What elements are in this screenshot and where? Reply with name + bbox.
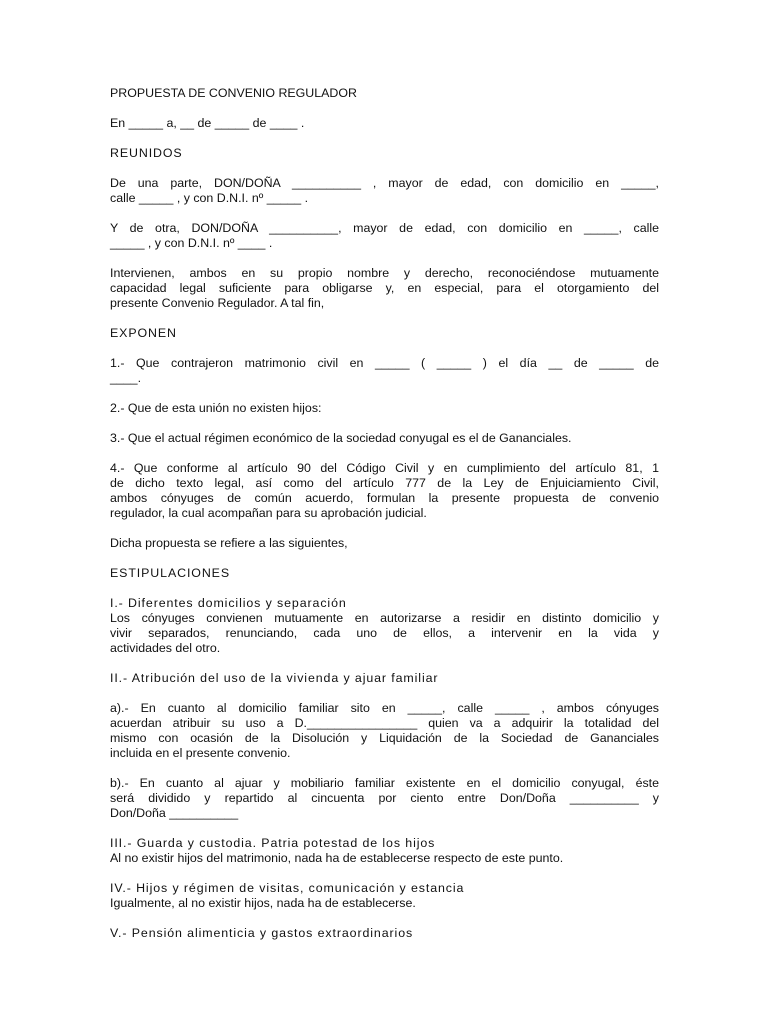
intervienen-paragraph <box>110 266 659 311</box>
paragraph-line: a).- En cuanto al domicilio familiar sito en _____, calle _____ , ambos cónyuges <box>110 701 659 715</box>
paragraph-line: Los cónyuges convienen mutuamente en autorizarse a residir en distinto domicilio y <box>110 611 659 625</box>
paragraph-line: Igualmente, al no existir hijos, nada ha de establecerse. <box>110 896 416 910</box>
parte-2-paragraph <box>110 221 659 251</box>
exponen-item-3: 3.- Que el actual régimen económico de la sociedad conyugal es el de Gananciales. <box>110 431 572 445</box>
exponen-heading: EXPONEN <box>110 326 177 340</box>
paragraph-line: ____. <box>110 371 142 385</box>
exponen-item-2: 2.- Que de esta unión no existen hijos: <box>110 401 322 415</box>
estipulaciones-heading: ESTIPULACIONES <box>110 566 231 580</box>
exponen-item-1 <box>110 356 659 386</box>
paragraph-line: Intervienen, ambos en su propio nombre y derecho, reconociéndose mutuamente <box>110 266 659 280</box>
estipulacion-heading: I.- Diferentes domicilios y separación <box>110 596 347 610</box>
estipulacion-1 <box>110 596 659 656</box>
parte-1-paragraph <box>110 176 659 206</box>
paragraph-line: actividades del otro. <box>110 641 221 655</box>
exponen-item-4 <box>110 461 659 521</box>
paragraph-line: _____ , y con D.N.I. nº ____ . <box>110 236 273 250</box>
paragraph-line: De una parte, DON/DOÑA __________ , mayor de edad, con domicilio en _____, <box>110 176 659 190</box>
date-line: En _____ a, __ de _____ de ____ . <box>110 116 305 130</box>
paragraph-line: 1.- Que contrajeron matrimonio civil en _____ ( _____ ) el día __ de _____ de <box>110 356 659 370</box>
estipulacion-4 <box>110 881 659 911</box>
paragraph-line: capacidad legal suficiente para obligarse y, en especial, para el otorgamiento del <box>110 281 659 295</box>
document-title: PROPUESTA DE CONVENIO REGULADOR <box>110 86 357 100</box>
paragraph-line: Y de otra, DON/DOÑA __________, mayor de edad, con domicilio en _____, calle <box>110 221 659 235</box>
estipulacion-2-b <box>110 776 659 821</box>
paragraph-line: Don/Doña __________ <box>110 806 239 820</box>
estipulacion-heading: IV.- Hijos y régimen de visitas, comunicación y estancia <box>110 881 465 895</box>
dicha-propuesta-line: Dicha propuesta se refiere a las siguientes, <box>110 536 348 550</box>
paragraph-line: mismo con ocasión de la Disolución y Liquidación de la Sociedad de Gananciales <box>110 731 659 745</box>
paragraph-line: vivir separados, renunciando, cada uno de ellos, a intervenir en la vida y <box>110 626 659 640</box>
estipulacion-5-heading: V.- Pensión alimenticia y gastos extraordinarios <box>110 926 414 940</box>
paragraph-line: calle _____ , y con D.N.I. nº _____ . <box>110 191 309 205</box>
document-page <box>110 86 659 941</box>
paragraph-line: Al no existir hijos del matrimonio, nada ha de establecerse respecto de este punto. <box>110 851 564 865</box>
paragraph-line: 4.- Que conforme al artículo 90 del Código Civil y en cumplimiento del artículo 81, 1 <box>110 461 659 475</box>
paragraph-line: de dicho texto legal, así como del artículo 777 de la Ley de Enjuiciamiento Civil, <box>110 476 659 490</box>
estipulacion-2-a <box>110 701 659 761</box>
paragraph-line: acuerdan atribuir su uso a D.________________ quien va a adquirir la totalidad del <box>110 716 659 730</box>
paragraph-line: será dividido y repartido al cincuenta por ciento entre Don/Doña __________ y <box>110 791 659 805</box>
paragraph-line: incluida en el presente convenio. <box>110 746 291 760</box>
paragraph-line: regulador, la cual acompañan para su aprobación judicial. <box>110 506 427 520</box>
estipulacion-3 <box>110 836 659 866</box>
estipulacion-2-heading: II.- Atribución del uso de la vivienda y ajuar familiar <box>110 671 439 685</box>
estipulacion-heading: III.- Guarda y custodia. Patria potestad de los hijos <box>110 836 436 850</box>
paragraph-line: ambos cónyuges de común acuerdo, formulan la presente propuesta de convenio <box>110 491 659 505</box>
reunidos-heading: REUNIDOS <box>110 146 183 160</box>
paragraph-line: presente Convenio Regulador. A tal fin, <box>110 296 325 310</box>
paragraph-line: b).- En cuanto al ajuar y mobiliario familiar existente en el domicilio conyugal, éste <box>110 776 659 790</box>
